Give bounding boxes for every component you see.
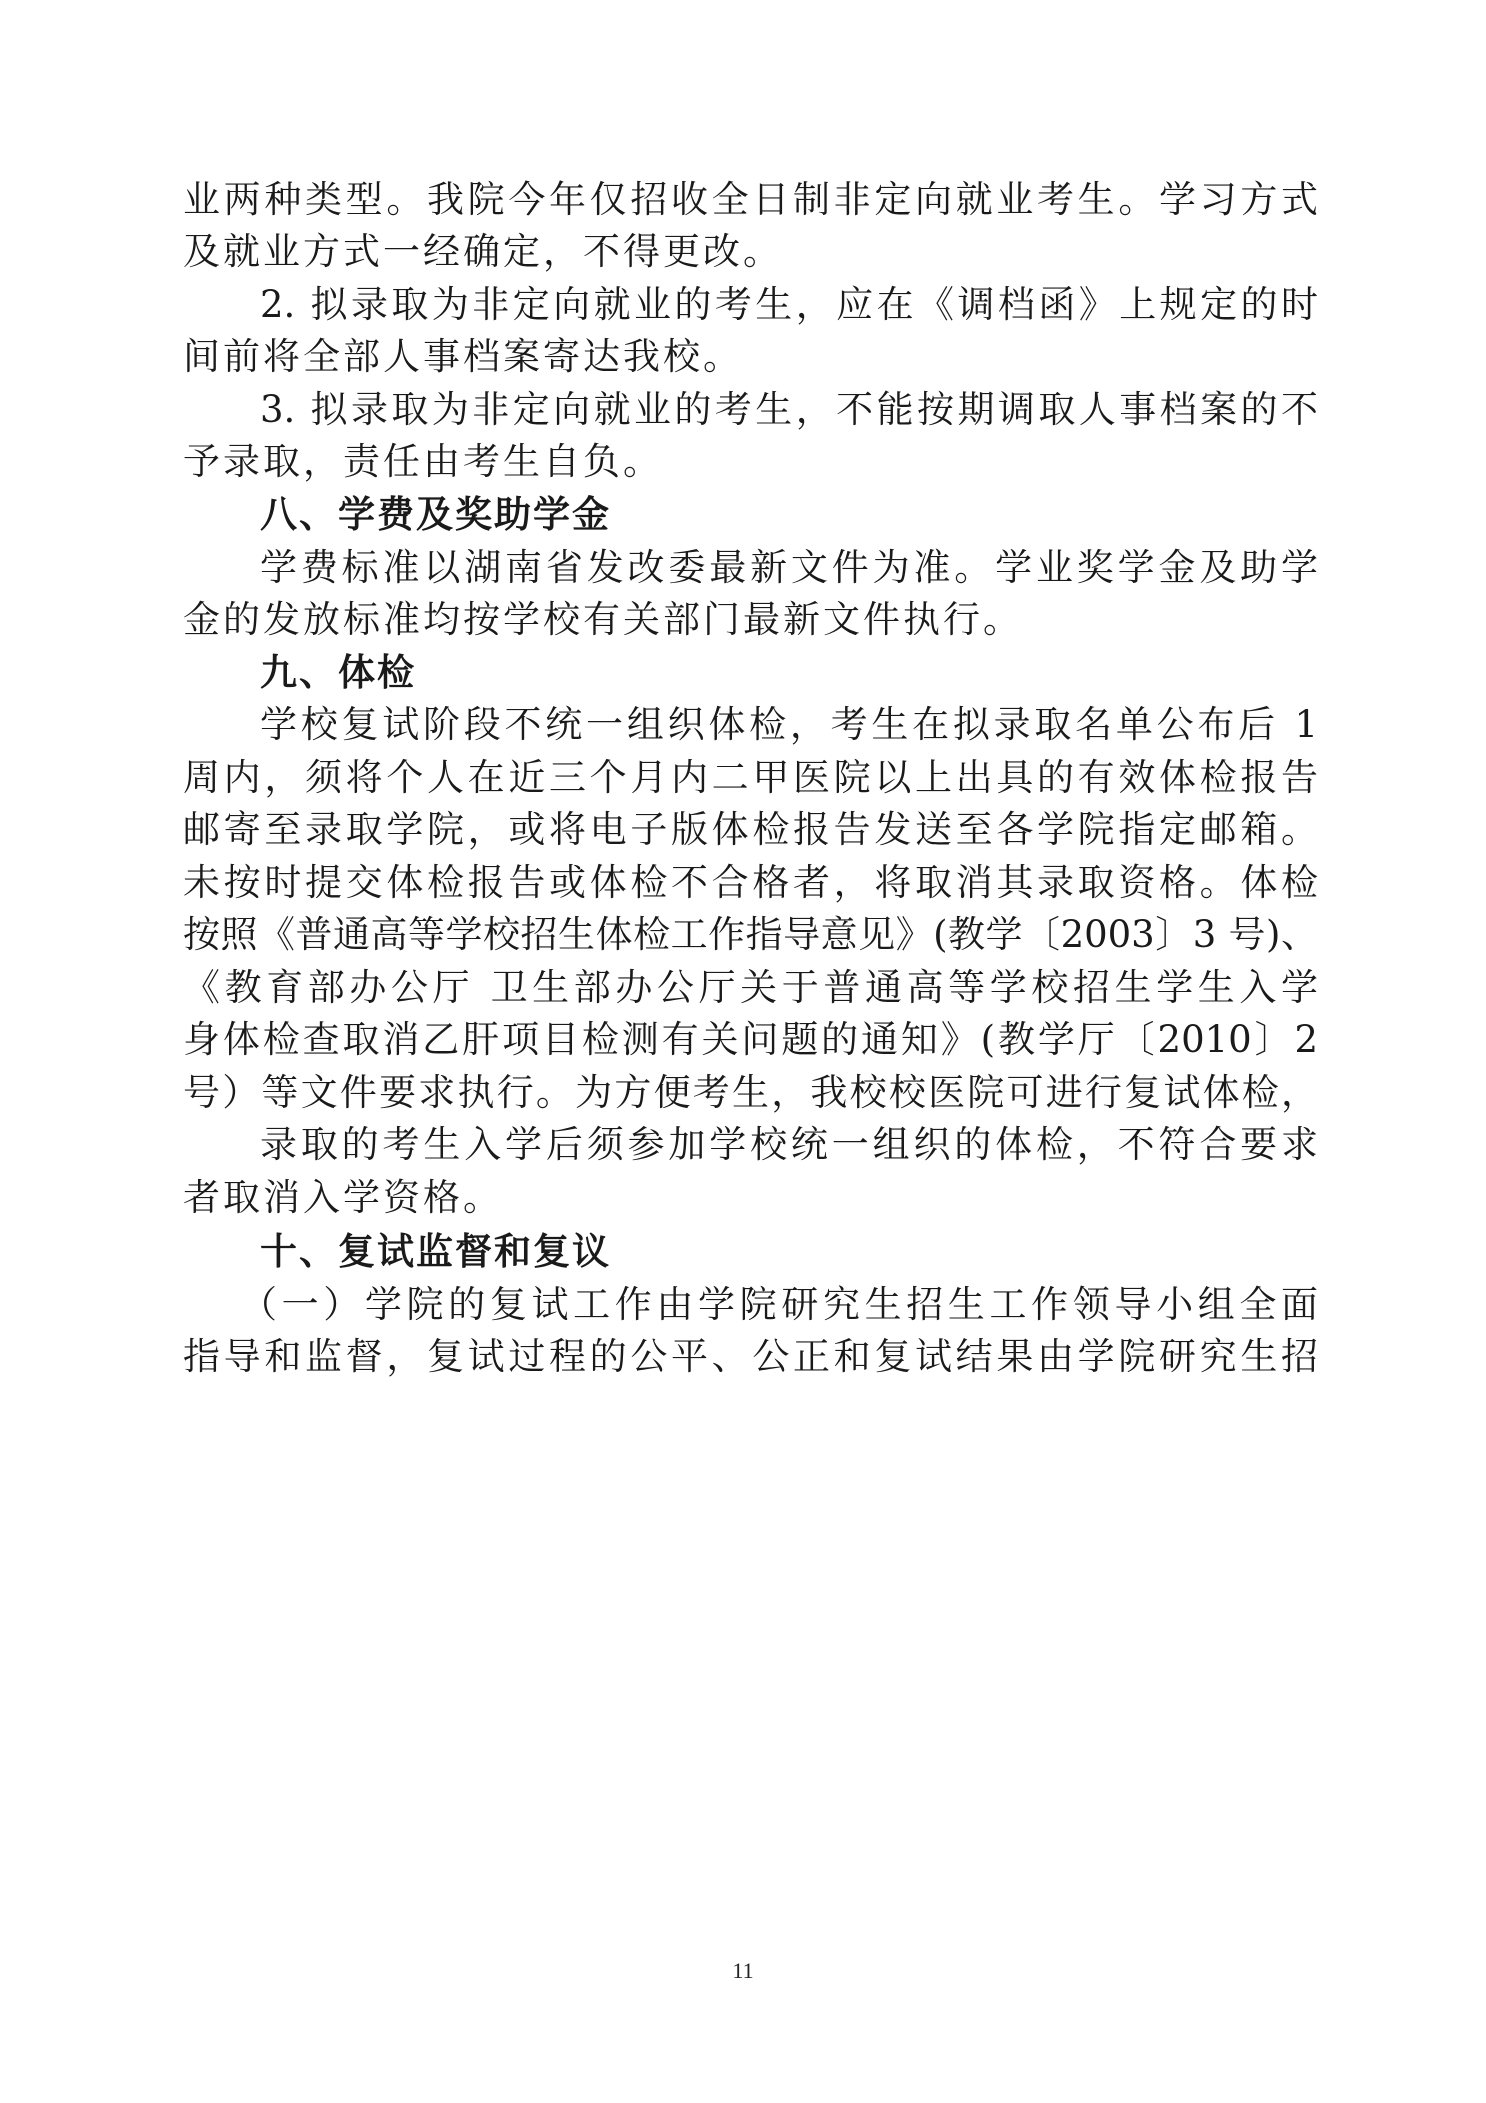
page-number: 11	[732, 1958, 754, 1983]
body-line: 及就业方式一经确定，不得更改。	[183, 230, 783, 273]
body-line: 3. 拟录取为非定向就业的考生，不能按期调取人事档案的不	[260, 388, 1318, 431]
body-line: 者取消入学资格。	[183, 1176, 503, 1219]
body-line: 予录取，责任由考生自负。	[183, 440, 663, 483]
body-line: 未按时提交体检报告或体检不合格者，将取消其录取资格。体检	[183, 861, 1318, 904]
body-line: 号）等文件要求执行。为方便考生，我校校医院可进行复试体检，	[183, 1071, 1318, 1114]
body-line: 录取的考生入学后须参加学校统一组织的体检，不符合要求	[260, 1123, 1318, 1166]
body-line: 学费标准以湖南省发改委最新文件为准。学业奖学金及助学	[260, 546, 1318, 589]
body-line: 身体检查取消乙肝项目检测有关问题的通知》(教学厅〔2010〕2	[183, 1018, 1318, 1061]
body-line: 按照《普通高等学校招生体检工作指导意见》(教学〔2003〕3 号)、	[183, 913, 1318, 956]
body-line: 《教育部办公厅 卫生部办公厅关于普通高等学校招生学生入学	[183, 966, 1318, 1009]
body-line: 间前将全部人事档案寄达我校。	[183, 335, 743, 378]
body-line: 2. 拟录取为非定向就业的考生，应在《调档函》上规定的时	[260, 283, 1318, 326]
body-line: （一）学院的复试工作由学院研究生招生工作领导小组全面	[240, 1283, 1318, 1326]
section-heading-tuition: 八、学费及奖助学金	[260, 493, 611, 536]
body-line: 学校复试阶段不统一组织体检，考生在拟录取名单公布后 1	[260, 703, 1318, 746]
body-line: 邮寄至录取学院，或将电子版体检报告发送至各学院指定邮箱。	[183, 808, 1318, 851]
section-heading-supervision: 十、复试监督和复议	[260, 1230, 611, 1273]
body-line: 业两种类型。我院今年仅招收全日制非定向就业考生。学习方式	[183, 178, 1318, 221]
body-line: 指导和监督，复试过程的公平、公正和复试结果由学院研究生招	[183, 1335, 1318, 1378]
section-heading-medical-exam: 九、体检	[260, 651, 416, 694]
body-line: 金的发放标准均按学校有关部门最新文件执行。	[183, 598, 1023, 641]
body-line: 周内，须将个人在近三个月内二甲医院以上出具的有效体检报告	[183, 756, 1318, 799]
